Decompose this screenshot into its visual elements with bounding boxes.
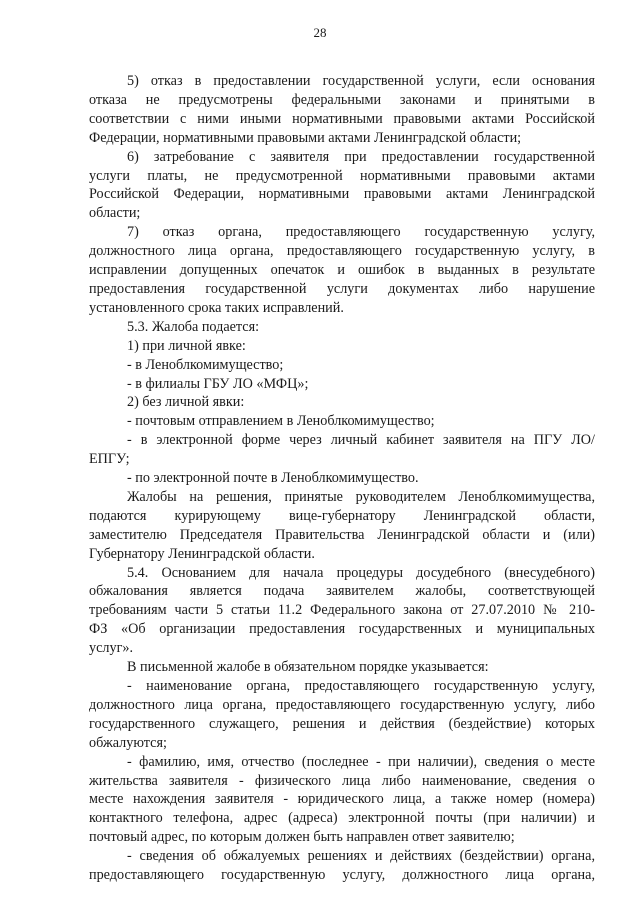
text-line: - в электронной форме через личный кабинет заявителя на ПГУ ЛО/ (127, 432, 595, 449)
text-line: В письменной жалобе в обязательном порядке указывается: (127, 659, 489, 676)
text-line: услуги платы, не предусмотренной нормативными правовыми актами (89, 167, 595, 184)
text-line: соответствии с ними иными нормативными правовыми актами Российской (89, 110, 595, 127)
text-line: предоставляющего государственную услугу, должностного лица органа, (89, 867, 595, 884)
text-line: ЕПГУ; (89, 451, 130, 468)
text-line: Федерации, нормативными правовыми актами Ленинградской области; (89, 129, 522, 146)
text-line: государственного служащего, решения и действия (бездействие) которых (89, 715, 595, 732)
text-line: - фамилию, имя, отчество (последнее - при наличии), сведения о месте (127, 753, 595, 770)
page-number: 28 (313, 25, 327, 40)
text-line: 6) затребование с заявителя при предоставлении государственной (127, 148, 595, 165)
text-line: Жалобы на решения, принятые руководителем Леноблкомимущества, (127, 488, 595, 505)
text-line: подаются курирующему вице-губернатору Ленинградской области, (89, 507, 595, 524)
text-line: почтовый адрес, по которым должен быть направлен ответ заявителю; (89, 829, 515, 846)
text-line: - почтовым отправлением в Леноблкомимущество; (127, 413, 435, 430)
text-line: - сведения об обжалуемых решениях и действиях (бездействии) органа, (127, 848, 595, 865)
text-line: обжалования является подача заявителем жалобы, соответствующей (89, 583, 595, 600)
text-line: контактного телефона, адрес (адреса) электронной почты (при наличии) и (89, 810, 595, 827)
text-line: - по электронной почте в Леноблкомимущество. (127, 470, 419, 487)
text-line: услуг». (89, 640, 134, 657)
text-line: исправлении допущенных опечаток и ошибок в выданных в результате (89, 262, 595, 279)
text-line: предоставления государственной услуги документах либо нарушение (89, 280, 595, 297)
text-line: 2) без личной явки: (127, 394, 245, 411)
text-line: - наименование органа, предоставляющего государственную услугу, (127, 678, 595, 694)
text-line: - в Леноблкомимущество; (127, 356, 284, 373)
text-line: Губернатору Ленинградской области. (89, 545, 315, 562)
text-line: должностного лица органа, предоставляющего государственную услугу, в (89, 243, 595, 260)
text-line: 5) отказ в предоставлении государственной услуги, если основания (127, 73, 595, 89)
text-line: 7) отказ органа, предоставляющего государственную услугу, (127, 224, 595, 241)
text-line: установленного срока таких исправлений. (89, 299, 344, 316)
text-line: отказа не предусмотрены федеральными законами и принятыми в (89, 91, 595, 108)
text-line: должностного лица органа, предоставляющего государственную услугу, либо (89, 696, 595, 713)
text-line: Российской Федерации, нормативными правовыми актами Ленинградской (89, 186, 595, 203)
text-line: 5.3. Жалоба подается: (127, 318, 260, 335)
text-line: ФЗ «Об организации предоставления государственных и муниципальных (89, 621, 595, 638)
text-line: - в филиалы ГБУ ЛО «МФЦ»; (127, 375, 309, 392)
text-line: месте нахождения заявителя - юридического лица, а также номер (номера) (89, 791, 595, 808)
text-line: заместителю Председателя Правительства Ленинградской области и (или) (89, 526, 595, 543)
text-line: жительства заявителя - физического лица либо наименование, сведения о (89, 772, 595, 789)
text-line: области; (89, 205, 141, 222)
text-line: обжалуются; (89, 734, 167, 751)
body-text (89, 72, 595, 885)
text-line: 5.4. Основанием для начала процедуры досудебного (внесудебного) (127, 564, 595, 581)
text-line: 1) при личной явке: (127, 337, 246, 354)
text-line: требованиям части 5 статьи 11.2 Федерального закона от 27.07.2010 № 210- (89, 602, 595, 619)
